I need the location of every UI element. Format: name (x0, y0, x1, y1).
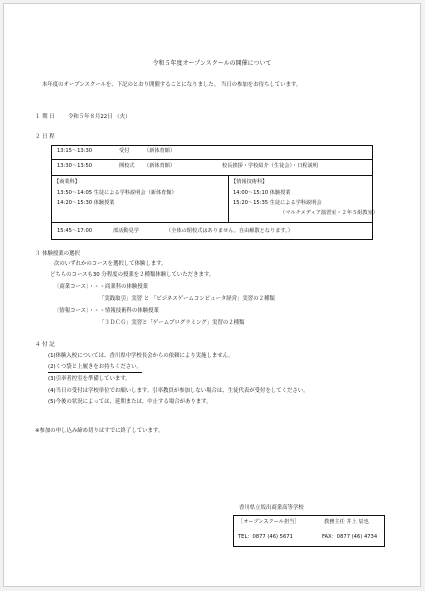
note-item: (2)くつ袋と上履きをお持ちください。 (48, 364, 142, 373)
schedule-row-departments (52, 176, 378, 223)
schedule-event: 開校式 (119, 163, 135, 169)
it-course-detail: 「３ＤＣＧ」実習と「ゲームプログラミング」実習の２種類 (99, 320, 245, 326)
schedule-row-reception (52, 146, 372, 160)
commerce-line: 14:20～15:30 体験授業 (57, 200, 115, 206)
commerce-course: 〔商業コース〕・・・商業科の体験授業 (54, 284, 149, 290)
schedule-time: 13:30～13:50 (57, 163, 93, 169)
document-page (3, 3, 421, 587)
contact-person: 教務主任 井上 辰也 (324, 519, 369, 525)
note-item: (4)当日の受付は学校単位でお願いします。引率教員が参加しない場合は、生徒代表が受付をしてください。 (48, 388, 309, 394)
contact-fax: FAX：0877 (46) 4734 (322, 534, 378, 540)
schedule-table (51, 145, 378, 240)
commerce-course-detail: 「実践取引」実習 と 「ビジネスゲームコンピュータ経営」実習の２種類 (99, 296, 275, 302)
commerce-header: 【商業科】 (54, 179, 80, 185)
classes-text: どちらのコースも30 分程度の授業を２種類体験していただきます。 (50, 272, 215, 278)
intro-text: 本年度のオープンスクールを、下記のとおり開催することになりました。 当日の参加をお待ちしています。 (42, 82, 302, 88)
it-header: 【情報技術科】 (231, 179, 268, 185)
it-course: 〔情報コース〕・・・情報技術科の体験授業 (54, 308, 159, 314)
document-title: 令和５年度オープンスクールの開催について (152, 60, 272, 67)
note-item: (5)今後の状況によっては、延期または、中止する場合があります。 (48, 399, 212, 405)
contact-dept: ［オープンスクール担当］ (238, 519, 300, 525)
schedule-detail: 校長挨拶・学校紹介（生徒会）・日程説明 (222, 163, 318, 169)
schedule-event: 部活動見学 (113, 228, 139, 234)
schedule-row-opening (52, 160, 372, 176)
contact-tel: TEL：0877 (46) 5671 (238, 534, 293, 540)
contact-box (233, 515, 385, 547)
schedule-label: ２ 日 程 (35, 134, 55, 140)
department-divider (228, 176, 229, 222)
schedule-place: （新体育館） (144, 163, 176, 169)
it-line: （マルチメディア演習室・２年５組教室） (280, 210, 378, 216)
notes-label: ４ 付 記 (35, 342, 55, 348)
schedule-time: 15:45～17:00 (57, 228, 93, 234)
footnote: ※参加の申し込み締め切りはすでに終了しています。 (35, 428, 164, 434)
schedule-note: （全体の閉校式はありません。自由解散となります。） (166, 228, 293, 234)
schedule-place: （新体育館） (144, 148, 176, 154)
schedule-event: 受付 (119, 148, 130, 154)
it-line: 14:00～15:10 体験授業 (233, 190, 291, 196)
date-label: １ 期 日 (35, 114, 55, 120)
schedule-time: 13:15～13:30 (57, 148, 93, 154)
note-item: (1)体験入校については、香川県中学校長会からの依頼により実施しません。 (48, 353, 234, 359)
classes-label: ３ 体験授業の選択 (35, 251, 80, 257)
date-value: 令和５年８月22日 （火） (68, 114, 131, 120)
note-item: (3)引率者控室を準備しています。 (48, 376, 131, 382)
commerce-line: 13:50～14:05 生徒による学科説明会（新体育館） (57, 190, 177, 196)
schedule-row-club (52, 223, 372, 240)
it-line: 15:20～15:35 生徒による学科説明会 (233, 200, 322, 206)
classes-text: 次のいずれかのコースを選択して体験します。 (54, 261, 167, 267)
school-name: 香川県立坂出商業高等学校 (239, 505, 304, 511)
